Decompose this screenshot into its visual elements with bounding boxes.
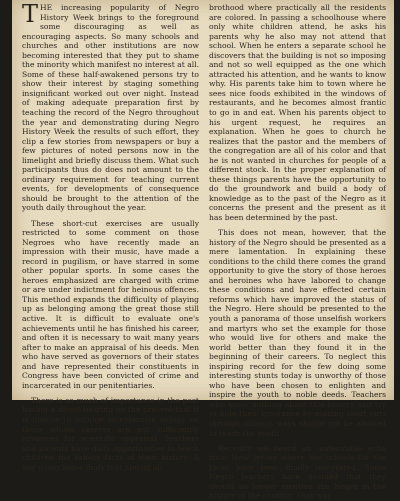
paragraph: Recently we heard an undesirable echo from New Jersey where the schools for the races have been finally integrated. Some Negro teachers have decided that they should no longer mention the Negro in the history of the country. That way: [209, 443, 386, 501]
paragraph: [22, 0, 199, 213]
drop-cap: T: [22, 0, 39, 28]
paragraph: This does not mean, however, that the history of the Negro should be presented as a mere lamentation. In explaining these conditions to the child there comes the grand opportunity to give the story of those heroes and heroines who have labored to change these conditions and have effected certain reforms which have improved the status of the Negro. Here should be presented to the youth a panorama of those unselfish workers and martyrs who set the example for those who would live for others and make the world better than they found it in the beginning of their careers. To neglect this inspiring record for the few doing some interesting stunts today is unworthy of those who have been chosen to enlighten and inspire the youth to noble deeds. Teachers who know nothing about this history and try to hide their ignorance by making short cuts through dubious ways should not be allowed to teach the youth.: [209, 228, 386, 438]
paragraph: These short-cut exercises are usually restricted to some comment on those Negroes who have recently made an impression with their music, have made a record in pugilism, or have starred in some other popular sports. In some cases the heroes emphasized are charged with crime or are under indictment for heinous offences. This method expands the difficulty of playing up as belonging among the great those still active. It is difficult to evaluate one's achievements until he has finished his career, and often it is necessary to wait many years after to make an appraisal of his deeds. Men who have served as governors of their states and have represented their constituents in Congress have been convicted of crime and incarcerated in our penitentiaries.: [22, 218, 199, 390]
left-column: [22, 0, 199, 472]
paragraph: There is so much of importance in the past having a direct bearing on the present that it is unwise to indulge in extensive eulogy on those whose careers are not sufficiently advanced for scientific appraisal. Teachers and parents have daily opportunities to teach children the salient facts of their history. A boy going home finds that almost all: [22, 395, 199, 472]
magazine-page: [12, 0, 394, 501]
paragraph-text: HE increasing popularity of Negro History Week brings to the foreground some discouraging as well as encouraging aspects. So many schools and churches and other institutions are now becoming interested that they put to shame the minority which manifest no interest at all. Some of these half-awakened persons try to show their interest by staging something insignificant worked out over night. Instead of making adequate preparation first by teaching the record of the Negro throughout the year and demonstrating during Negro History Week the results of such effort, they clip a few stories from newspapers or buy a few pictures of noted persons now in the limelight and briefly discuss them. What such participants thus do does not amount to the ordinary requirement for teaching current events, for developments of consequence should be brought to the attention of the youth daily throughout the year.: [22, 3, 199, 213]
right-column: [209, 3, 386, 501]
paragraph: brothood where practically all the residents are colored. In passing a schoolhouse where only white children attend, he asks his parents why he also may not attend that school. When he enters a separate school he discovers that the building is not so imposing and not so well equipped as the one which attracted his attention, and he wants to know why. His parents take him to town where he sees nice foods exhibited in the windows of restaurants, and he becomes almost frantic to go in and eat. When his parents object to his urgent request, he requires an explanation. When he goes to church he realizes that the pastor and the members of the congregation are all of his color and that he is not wanted in churches for people of a different stock. In the proper explanation of these things parents have the opportunity to do the groundwork and build a body of knowledge as to the past of the Negro as it concerns the present and the present as it has been determined by the past.: [209, 3, 386, 223]
